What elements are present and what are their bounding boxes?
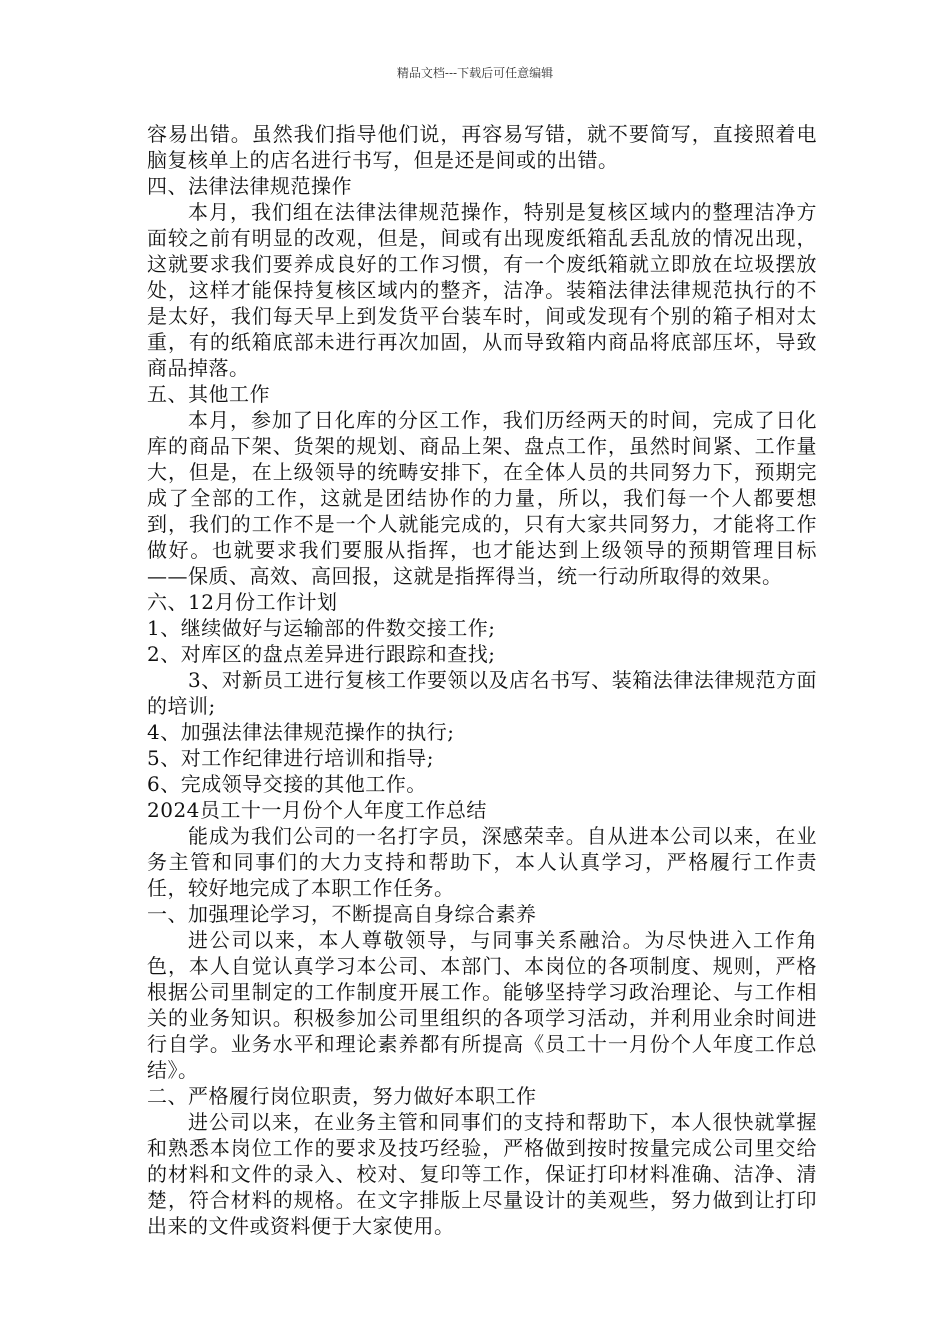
paragraph: 能成为我们公司的一名打字员，深感荣幸。自从进本公司以来，在业务主管和同事们的大力支持和帮助下，本人认真学习，严格履行工作责任，较好地完成了本职工作任务。 xyxy=(147,824,817,900)
list-item: 2、对库区的盘点差异进行跟踪和查找; xyxy=(147,642,496,666)
section-heading: 六、12月份工作计划 xyxy=(147,590,338,614)
page-header: 精品文档---下载后可任意编辑 xyxy=(396,66,554,80)
paragraph: 进公司以来，本人尊敬领导，与同事关系融洽。为尽快进入工作角色，本人自觉认真学习本公司、本部门、本岗位的各项制度、规则，严格根据公司里制定的工作制度开展工作。能够坚持学习政治理论、与工作相关的业务知识。积极参加公司里组织的各项学习活动，并利用业余时间进行自学。业务水平和理论素养都有所提高《员工十一月份个人年度工作总结》。 xyxy=(147,928,817,1082)
section-heading: 一、加强理论学习，不断提高自身综合素养 xyxy=(147,902,537,926)
list-item: 1、继续做好与运输部的件数交接工作; xyxy=(147,616,496,640)
section-heading: 二、严格履行岗位职责，努力做好本职工作 xyxy=(147,1084,537,1108)
section-heading: 四、法律法律规范操作 xyxy=(147,174,352,198)
section-heading: 五、其他工作 xyxy=(147,382,270,406)
paragraph: 容易出错。虽然我们指导他们说，再容易写错，就不要简写，直接照着电脑复核单上的店名进行书写，但是还是间或的出错。 xyxy=(147,122,817,172)
list-item: 3、对新员工进行复核工作要领以及店名书写、装箱法律法律规范方面的培训; xyxy=(147,668,817,718)
document-body xyxy=(147,121,817,1239)
list-item: 4、加强法律法律规范操作的执行; xyxy=(147,720,455,744)
list-item: 6、完成领导交接的其他工作。 xyxy=(147,772,427,796)
document-title: 2024员工十一月份个人年度工作总结 xyxy=(147,798,487,822)
list-item: 5、对工作纪律进行培训和指导; xyxy=(147,746,434,770)
paragraph: 本月，参加了日化库的分区工作，我们历经两天的时间，完成了日化库的商品下架、货架的规划、商品上架、盘点工作，虽然时间紧、工作量大，但是，在上级领导的统畴安排下，在全体人员的共同努力下，预期完成了全部的工作，这就是团结协作的力量，所以，我们每一个人都要想到，我们的工作不是一个人就能完成的，只有大家共同努力，才能将工作做好。也就要求我们要服从指挥，也才能达到上级领导的预期管理目标——保质、高效、高回报，这就是指挥得当，统一行动所取得的效果。 xyxy=(147,408,817,588)
paragraph: 本月，我们组在法律法律规范操作，特别是复核区域内的整理洁净方面较之前有明显的改观，但是，间或有出现废纸箱乱丢乱放的情况出现，这就要求我们要养成良好的工作习惯，有一个废纸箱就立即放在垃圾摆放处，这样才能保持复核区域内的整齐，洁净。装箱法律法律规范执行的不是太好，我们每天早上到发货平台装车时，间或发现有个别的箱子相对太重，有的纸箱底部未进行再次加固，从而导致箱内商品将底部压坏，导致商品掉落。 xyxy=(147,200,817,380)
paragraph: 进公司以来，在业务主管和同事们的支持和帮助下，本人很快就掌握和熟悉本岗位工作的要求及技巧经验，严格做到按时按量完成公司里交给的材料和文件的录入、校对、复印等工作，保证打印材料准确、洁净、清楚，符合材料的规格。在文字排版上尽量设计的美观些，努力做到让打印出来的文件或资料便于大家使用。 xyxy=(147,1110,817,1238)
